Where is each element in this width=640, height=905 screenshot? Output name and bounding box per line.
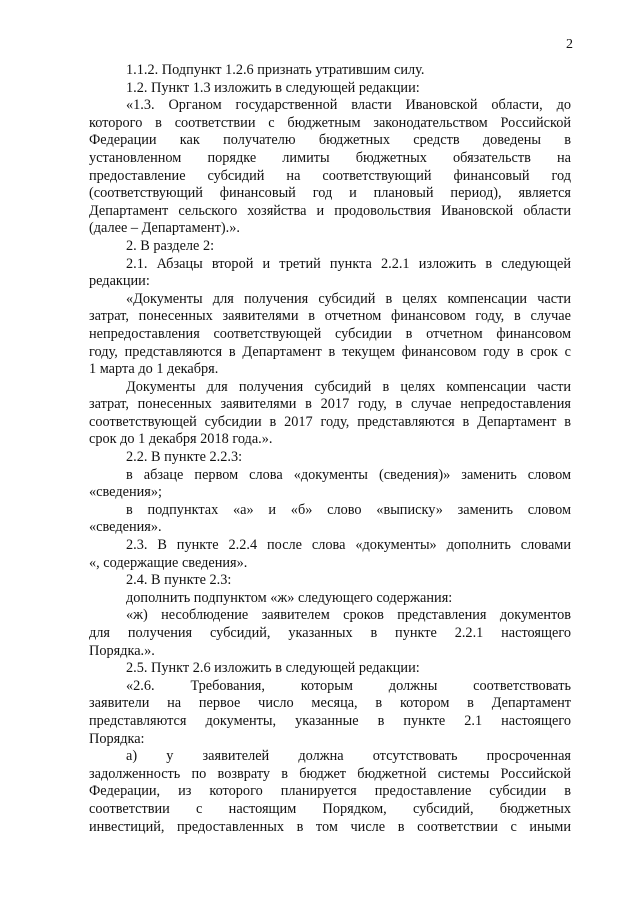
text-line: 2.1. Абзацы второй и третий пункта 2.2.1 изложить в следующей [126, 255, 571, 272]
text-line: установленном порядке лимиты бюджетных обязательств на [89, 149, 571, 166]
paragraph-p7 [89, 379, 571, 449]
text-line: «1.3. Органом государственной власти Ивановской области, до [126, 97, 571, 114]
text-line: «сведения». [89, 519, 162, 536]
text-line: представляются документы, указанные в пункте 2.1 настоящего [89, 712, 571, 729]
text-line: году, представляются в Департамент в текущем финансовом году в срок с [89, 343, 571, 360]
text-line: затрат, понесенных заявителями в отчетном финансовом году, в случае [89, 308, 571, 325]
text-line: задолженность по возврату в бюджет бюджетной системы Российской [89, 765, 571, 782]
text-line: 1.1.2. Подпункт 1.2.6 признать утратившим силу. [126, 62, 425, 78]
text-line: затрат, понесенных заявителями в 2017 году, в случае непредоставления [89, 396, 571, 413]
text-line: «2.6. Требования, которым должны соответствовать [126, 677, 571, 694]
text-line: «ж) несоблюдение заявителем сроков представления документов [126, 607, 571, 624]
text-line: (соответствующий финансовый год и плановый период), является [89, 185, 571, 202]
text-line: а) у заявителей должна отсутствовать просроченная [126, 748, 571, 765]
text-line: 2.2. В пункте 2.2.3: [126, 449, 243, 466]
document-body [89, 62, 571, 836]
text-line: редакции: [89, 273, 150, 290]
text-line: непредоставления соответствующей субсидии в отчетном финансовом [89, 325, 571, 342]
text-line: соответствующей субсидии в 2017 году, представляются в Департамент в [89, 413, 571, 430]
text-line: Департамент сельского хозяйства и продовольствия Ивановской области [89, 202, 571, 219]
text-line: Документы для получения субсидий в целях компенсации части [126, 378, 571, 395]
text-line: 1.2. Пункт 1.3 изложить в следующей редакции: [126, 79, 420, 96]
text-line: 2.5. Пункт 2.6 изложить в следующей редакции: [126, 660, 420, 677]
paragraph-p11 [89, 537, 571, 572]
text-line: «Документы для получения субсидий в целях компенсации части [126, 290, 571, 307]
paragraph-p6 [89, 291, 571, 379]
text-line: «, содержащие сведения». [89, 554, 248, 571]
paragraph-p4 [89, 238, 571, 256]
text-line: в подпунктах «а» и «б» слово «выписку» заменить словом [126, 501, 571, 518]
paragraph-p9 [89, 467, 571, 502]
text-line: 1 марта до 1 декабря. [89, 361, 219, 378]
text-line: Федерации как получателю бюджетных средств доведены в [89, 132, 571, 149]
page-number: 2 [566, 37, 573, 52]
text-line: заявители на первое число месяца, в котором в Департамент [89, 695, 571, 712]
paragraph-p1 [89, 62, 571, 80]
text-line: в абзаце первом слова «документы (сведения)» заменить словом [126, 466, 571, 483]
text-line: «сведения»; [89, 484, 162, 501]
paragraph-p16 [89, 678, 571, 748]
paragraph-p3 [89, 97, 571, 238]
text-line: Порядка: [89, 730, 145, 747]
text-line: которого в соответствии с бюджетным законодательством Российской [89, 114, 571, 131]
paragraph-p5 [89, 256, 571, 291]
paragraph-p13 [89, 590, 571, 608]
text-line: Порядка.». [89, 642, 155, 659]
paragraph-p8 [89, 449, 571, 467]
text-line: для получения субсидий, указанных в пункте 2.2.1 настоящего [89, 625, 571, 641]
text-line: 2.3. В пункте 2.2.4 после слова «документы» дополнить словами [126, 537, 571, 554]
paragraph-p2 [89, 80, 571, 98]
text-line: предоставление субсидий на соответствующий финансовый год [89, 167, 571, 184]
text-line: дополнить подпунктом «ж» следующего содержания: [126, 589, 453, 606]
paragraph-p15 [89, 660, 571, 678]
text-line: соответствии с настоящим Порядком, субсидий, бюджетных [89, 800, 571, 817]
paragraph-p17 [89, 748, 571, 836]
paragraph-p10 [89, 502, 571, 537]
text-line: 2. В разделе 2: [126, 237, 215, 254]
paragraph-p12 [89, 572, 571, 590]
paragraph-p14 [89, 607, 571, 660]
text-line: (далее – Департамент).». [89, 220, 240, 237]
text-line: 2.4. В пункте 2.3: [126, 572, 232, 589]
text-line: срок до 1 декабря 2018 года.». [89, 431, 273, 448]
text-line: Федерации, из которого планируется предоставление субсидии в [89, 783, 571, 800]
text-line: инвестиций, предоставленных в том числе в соответствии с иными [89, 818, 571, 835]
